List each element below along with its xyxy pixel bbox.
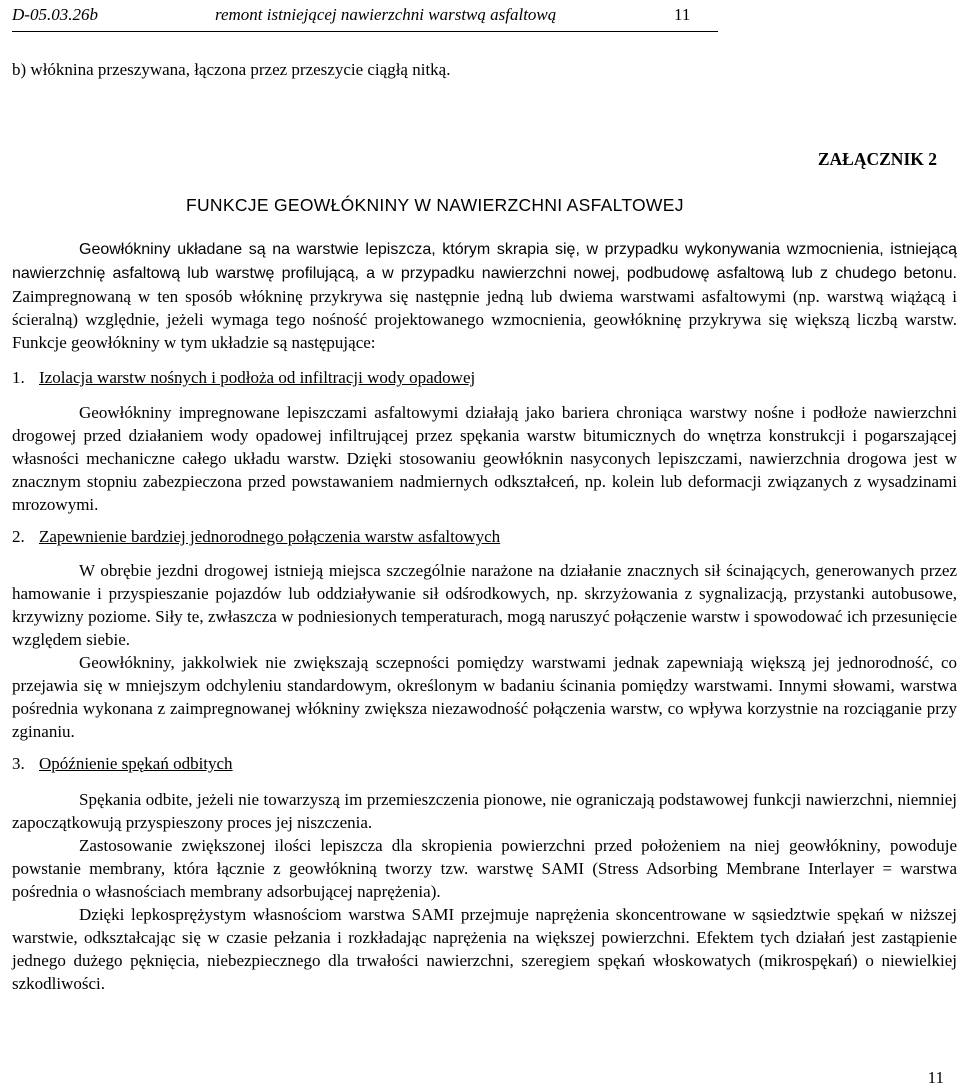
section-2-paragraph-2: Geowłókniny, jakkolwiek nie zwiększają sczepności pomiędzy warstwami jednak zapewniają większą jej jednorodność, co przejawia się w mniejszym odchyleniu standardowym, określonym w badaniu ścinania pomiędzy warstwami. Innymi słowami, warstwa pośrednia wykonana z zaimpregnowanej włókniny zwiększa niezawodność połączenia warstw, co wpływa korzystnie na rozciąganie przy zginaniu. <box>12 653 957 741</box>
section-number: 1. <box>12 368 25 387</box>
footer-page-number: 11 <box>927 1068 944 1087</box>
section-2-paragraph-1: W obrębie jezdni drogowej istnieją miejsca szczególnie narażone na działanie znacznych sił ścinających, generowanych przez hamowanie i przyspieszanie pojazdów lub oddziaływanie sił odśrodkowych, np. skrzyżowania z sygnalizacją, przystanki autobusowe, krzywizny poziome. Siły te, zwłaszcza w podniesionych temperaturach, mogą naruszyć połączenie warstw i spowodować ich przesunięcie względem siebie. <box>12 561 957 649</box>
section-title: Izolacja warstw nośnych i podłoża od infiltracji wody opadowej <box>39 368 476 387</box>
intro-serif-text: Zaimpregnowaną w ten sposób włókninę przykrywa się następnie jedną lub dwiema warstwami asfaltowymi (np. warstwą wiążącą i ścieralną) względnie, jeżeli wymaga tego nośność projektowanego wzmocnienia, geowłókninę przykrywa się większą liczbą warstw. Funkcje geowłókniny w tym układzie są następujące: <box>12 287 957 352</box>
lead-line: b) włóknina przeszywana, łączona przez przeszycie ciągłą nitką. <box>12 60 451 79</box>
header-title: remont istniejącej nawierzchni warstwą asfaltową <box>215 5 557 24</box>
section-title: Opóźnienie spękań odbitych <box>39 754 233 773</box>
section-heading-1 <box>12 366 475 389</box>
document-code: D-05.03.26b <box>12 5 98 24</box>
intro-paragraph <box>12 237 957 354</box>
section-3-paragraph-2: Zastosowanie zwiększonej ilości lepiszcza dla skropienia powierzchni przed położeniem na niej geowłókniny, powoduje powstanie membrany, która łącznie z geowłókniną tworzy tzw. warstwę SAMI (Stress Adsorbing Membrane Interlayer = warstwa pośrednia o własnościach membrany adsorbującej naprężenia). <box>12 836 957 901</box>
intro-sans-text: Geowłókniny układane są na warstwie lepiszcza, którym skrapia się, w przypadku wykonywania wzmocnienia, istniejącą nawierzchnię asfaltową lub warstwę profilującą, a w przypadku nawierzchni nowej, podbudowę asfaltową lub z chudego betonu. <box>12 241 957 282</box>
section-heading-3 <box>12 752 233 775</box>
section-number: 2. <box>12 527 25 546</box>
section-heading-2 <box>12 525 500 548</box>
section-number: 3. <box>12 754 25 773</box>
annex-label: ZAŁĄCZNIK 2 <box>817 149 937 169</box>
main-title: FUNKCJE GEOWŁÓKNINY W NAWIERZCHNI ASFALTOWEJ <box>186 195 684 215</box>
section-3-paragraph-3: Dzięki lepkosprężystym własnościom warstwa SAMI przejmuje naprężenia skoncentrowane w sąsiedztwie spękań w niższej warstwie, odkształcając się w czasie pełzania i rozkładając naprężenia na większej powierzchni. Efektem tych działań jest zastąpienie jednego dużego pęknięcia, niebezpiecznego dla trwałości nawierzchni, szeregiem spękań włoskowatych (mikrospękań) o niewielkiej szkodliwości. <box>12 905 957 993</box>
header-page-number: 11 <box>674 5 691 24</box>
section-title: Zapewnienie bardziej jednorodnego połączenia warstw asfaltowych <box>39 527 501 546</box>
page-header <box>12 3 718 32</box>
section-3-paragraph-1: Spękania odbite, jeżeli nie towarzyszą im przemieszczenia pionowe, nie ograniczają podstawowej funkcji nawierzchni, niemniej zapoczątkowują przyspieszony proces jej niszczenia. <box>12 790 957 832</box>
section-1-paragraph-1: Geowłókniny impregnowane lepiszczami asfaltowymi działają jako bariera chroniąca warstwy nośne i podłoże nawierzchni drogowej przed działaniem wody opadowej infiltrującej przez spękania warstw bitumicznych do wnętrza konstrukcji i pogarszającej własności mechaniczne całego układu warstw. Dzięki stosowaniu geowłóknin nasyconych lepiszczami, nawierzchnia drogowa jest w znacznym stopniu zabezpieczona przed powstawaniem nadmiernych odkształceń, np. kolein lub deformacji związanych z wysadzinami mrozowymi. <box>12 403 957 514</box>
